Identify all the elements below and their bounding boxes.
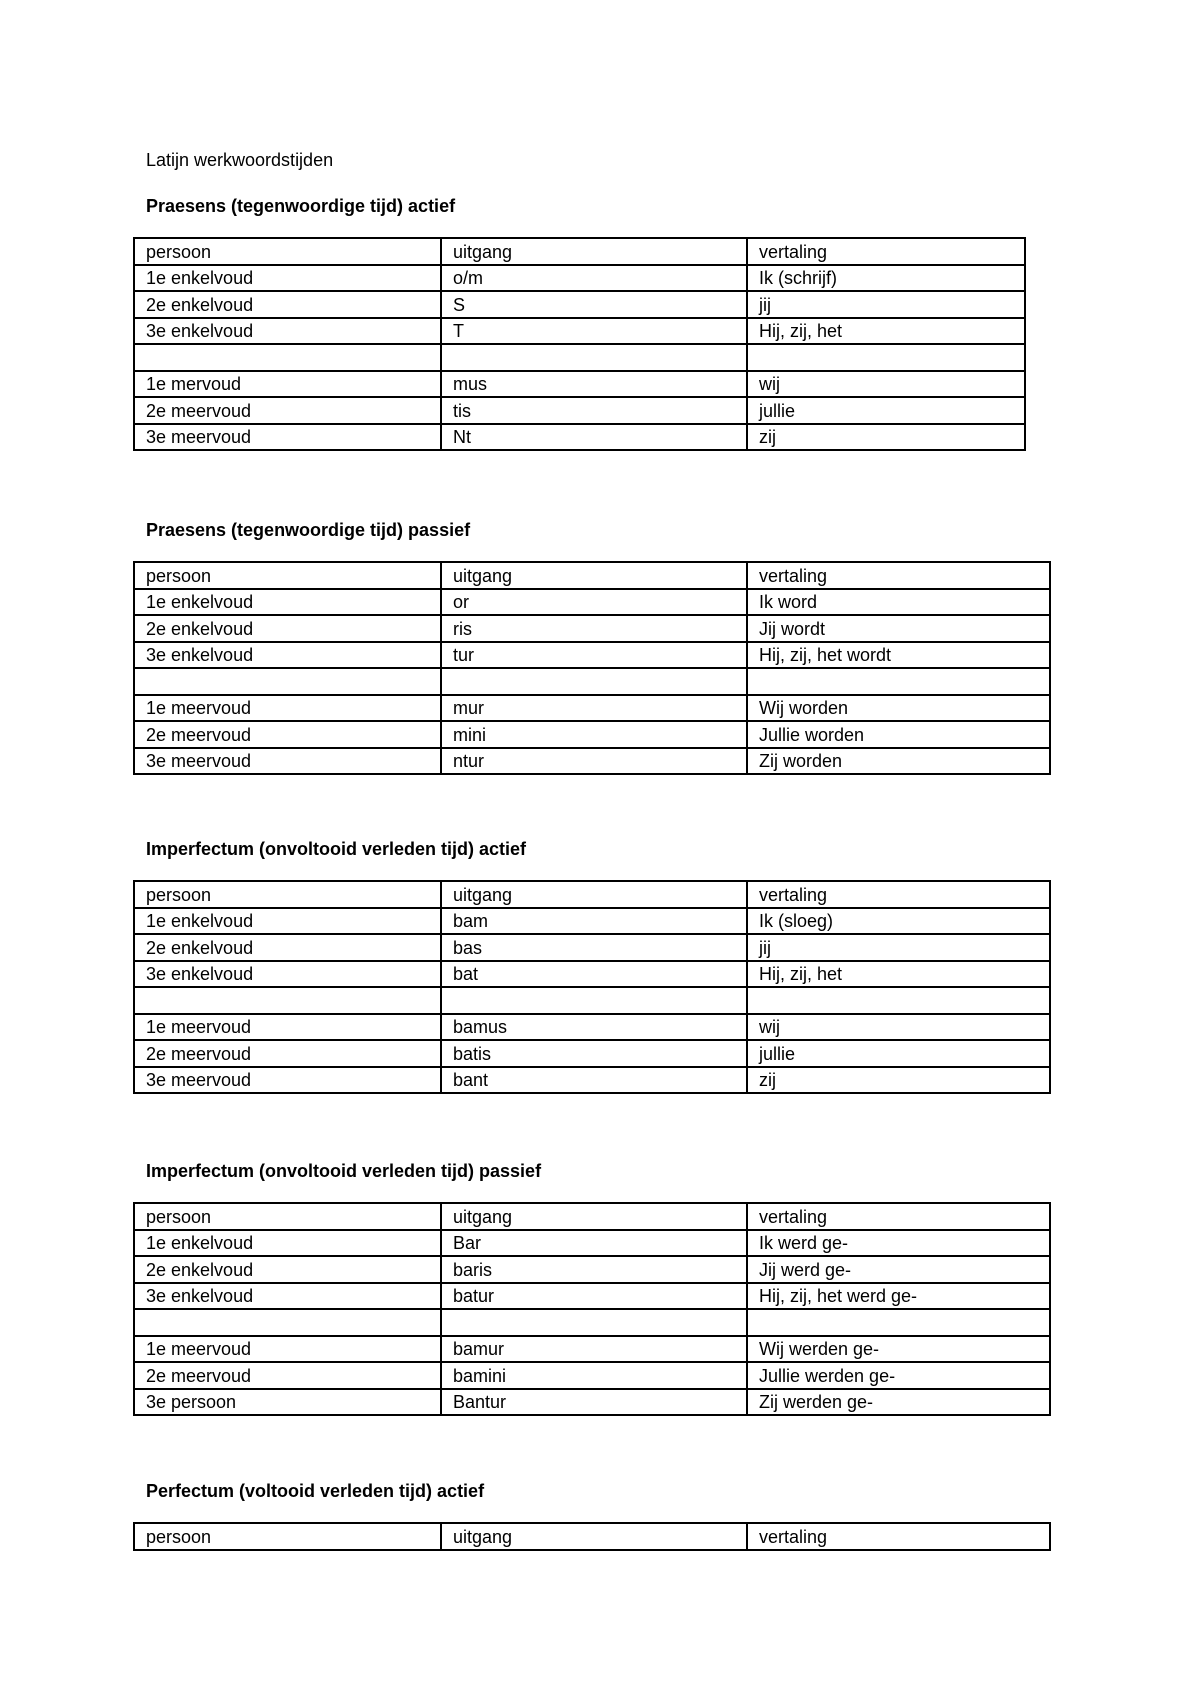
table-cell: 2e enkelvoud xyxy=(134,934,441,961)
table-cell: bat xyxy=(441,961,747,988)
table-cell xyxy=(134,1309,441,1336)
header-cell: vertaling xyxy=(747,1203,1050,1230)
table-cell: bamini xyxy=(441,1362,747,1389)
table-cell: Jij werd ge- xyxy=(747,1256,1050,1283)
table-cell: 1e enkelvoud xyxy=(134,265,441,292)
table-cell: 2e meervoud xyxy=(134,721,441,748)
table-row xyxy=(134,291,1025,318)
section-heading: Praesens (tegenwoordige tijd) passief xyxy=(146,520,471,540)
section-heading: Perfectum (voltooid verleden tijd) actief xyxy=(146,1481,485,1501)
table-header-row xyxy=(134,1203,1050,1230)
table-cell: Bar xyxy=(441,1230,747,1257)
table-cell: wij xyxy=(747,371,1025,398)
table-cell xyxy=(441,1309,747,1336)
conjugation-table xyxy=(133,237,1026,451)
table-cell: 3e meervoud xyxy=(134,748,441,775)
table-cell: ntur xyxy=(441,748,747,775)
table-cell: jij xyxy=(747,934,1050,961)
header-cell: persoon xyxy=(134,1523,441,1550)
table-cell: jullie xyxy=(747,1040,1050,1067)
table-header-row xyxy=(134,238,1025,265)
table-cell xyxy=(441,344,747,371)
table-cell: jullie xyxy=(747,397,1025,424)
table-row xyxy=(134,265,1025,292)
table-cell: jij xyxy=(747,291,1025,318)
table-cell: mus xyxy=(441,371,747,398)
table-cell: bamur xyxy=(441,1336,747,1363)
table-cell xyxy=(134,668,441,695)
table-row xyxy=(134,1040,1050,1067)
table-cell: Bantur xyxy=(441,1389,747,1416)
table-cell: 1e meervoud xyxy=(134,1336,441,1363)
table-row xyxy=(134,1389,1050,1416)
page-title: Latijn werkwoordstijden xyxy=(146,150,334,170)
table-row xyxy=(134,934,1050,961)
table-row xyxy=(134,1283,1050,1310)
table-cell: 2e enkelvoud xyxy=(134,1256,441,1283)
table-row-empty xyxy=(134,1309,1050,1336)
table-cell: 3e meervoud xyxy=(134,424,441,451)
table-row xyxy=(134,1336,1050,1363)
table-cell: Zij worden xyxy=(747,748,1050,775)
table-cell: bas xyxy=(441,934,747,961)
table-cell: Ik (sloeg) xyxy=(747,908,1050,935)
table-cell: S xyxy=(441,291,747,318)
header-cell: uitgang xyxy=(441,1523,747,1550)
table-cell: Wij werden ge- xyxy=(747,1336,1050,1363)
table-cell: 1e enkelvoud xyxy=(134,589,441,616)
table-cell: baris xyxy=(441,1256,747,1283)
table-cell: 3e meervoud xyxy=(134,1067,441,1094)
table-cell: 3e enkelvoud xyxy=(134,1283,441,1310)
header-cell: vertaling xyxy=(747,238,1025,265)
table-row xyxy=(134,642,1050,669)
table-cell: bam xyxy=(441,908,747,935)
table-row xyxy=(134,748,1050,775)
table-cell xyxy=(747,668,1050,695)
header-cell: vertaling xyxy=(747,1523,1050,1550)
header-cell: persoon xyxy=(134,562,441,589)
table-cell: 1e enkelvoud xyxy=(134,1230,441,1257)
table-row xyxy=(134,1067,1050,1094)
table-cell: 3e enkelvoud xyxy=(134,318,441,345)
table-cell: Zij werden ge- xyxy=(747,1389,1050,1416)
table-cell: Jullie werden ge- xyxy=(747,1362,1050,1389)
table-cell: Jij wordt xyxy=(747,615,1050,642)
table-row xyxy=(134,589,1050,616)
table-cell: bant xyxy=(441,1067,747,1094)
table-cell: batis xyxy=(441,1040,747,1067)
header-cell: vertaling xyxy=(747,562,1050,589)
conjugation-table xyxy=(133,1522,1051,1551)
header-cell: persoon xyxy=(134,238,441,265)
header-cell: persoon xyxy=(134,881,441,908)
table-cell: mur xyxy=(441,695,747,722)
table-cell: 1e meervoud xyxy=(134,1014,441,1041)
table-cell: ris xyxy=(441,615,747,642)
table-cell: 2e meervoud xyxy=(134,397,441,424)
table-cell: zij xyxy=(747,1067,1050,1094)
table-cell: zij xyxy=(747,424,1025,451)
table-cell: Ik (schrijf) xyxy=(747,265,1025,292)
header-cell: uitgang xyxy=(441,1203,747,1230)
table-cell: o/m xyxy=(441,265,747,292)
table-cell: T xyxy=(441,318,747,345)
table-cell: Jullie worden xyxy=(747,721,1050,748)
section-heading: Praesens (tegenwoordige tijd) actief xyxy=(146,196,456,216)
table-row xyxy=(134,371,1025,398)
table-row-empty xyxy=(134,987,1050,1014)
table-row xyxy=(134,397,1025,424)
table-cell: 2e meervoud xyxy=(134,1040,441,1067)
table-cell: Hij, zij, het xyxy=(747,318,1025,345)
table-row xyxy=(134,1014,1050,1041)
table-header-row xyxy=(134,881,1050,908)
table-cell: Hij, zij, het xyxy=(747,961,1050,988)
table-cell: Hij, zij, het werd ge- xyxy=(747,1283,1050,1310)
table-row xyxy=(134,318,1025,345)
table-row xyxy=(134,615,1050,642)
table-header-row xyxy=(134,1523,1050,1550)
table-cell xyxy=(134,344,441,371)
table-cell: or xyxy=(441,589,747,616)
table-cell: batur xyxy=(441,1283,747,1310)
table-cell: 2e meervoud xyxy=(134,1362,441,1389)
table-cell: 1e meervoud xyxy=(134,695,441,722)
table-row xyxy=(134,1256,1050,1283)
table-row-empty xyxy=(134,344,1025,371)
table-cell: bamus xyxy=(441,1014,747,1041)
section-heading: Imperfectum (onvoltooid verleden tijd) actief xyxy=(146,839,527,859)
table-cell xyxy=(134,987,441,1014)
table-row xyxy=(134,1362,1050,1389)
table-cell: 1e mervoud xyxy=(134,371,441,398)
header-cell: uitgang xyxy=(441,238,747,265)
header-cell: vertaling xyxy=(747,881,1050,908)
table-cell: Nt xyxy=(441,424,747,451)
table-row xyxy=(134,424,1025,451)
table-cell xyxy=(747,1309,1050,1336)
table-cell xyxy=(441,668,747,695)
header-cell: uitgang xyxy=(441,562,747,589)
table-row xyxy=(134,721,1050,748)
table-cell: tur xyxy=(441,642,747,669)
table-cell: 3e persoon xyxy=(134,1389,441,1416)
table-cell: Wij worden xyxy=(747,695,1050,722)
table-cell: Ik werd ge- xyxy=(747,1230,1050,1257)
table-cell: 2e enkelvoud xyxy=(134,291,441,318)
table-cell: tis xyxy=(441,397,747,424)
table-cell: 2e enkelvoud xyxy=(134,615,441,642)
table-row xyxy=(134,695,1050,722)
table-cell xyxy=(747,344,1025,371)
header-cell: uitgang xyxy=(441,881,747,908)
table-cell: 3e enkelvoud xyxy=(134,642,441,669)
table-cell: 3e enkelvoud xyxy=(134,961,441,988)
table-cell: wij xyxy=(747,1014,1050,1041)
section-heading: Imperfectum (onvoltooid verleden tijd) passief xyxy=(146,1161,542,1181)
conjugation-table xyxy=(133,880,1051,1094)
table-header-row xyxy=(134,562,1050,589)
table-cell: Ik word xyxy=(747,589,1050,616)
conjugation-table xyxy=(133,561,1051,775)
table-row xyxy=(134,908,1050,935)
table-cell xyxy=(747,987,1050,1014)
table-cell: Hij, zij, het wordt xyxy=(747,642,1050,669)
table-cell: 1e enkelvoud xyxy=(134,908,441,935)
conjugation-table xyxy=(133,1202,1051,1416)
table-row xyxy=(134,961,1050,988)
table-row-empty xyxy=(134,668,1050,695)
table-cell: mini xyxy=(441,721,747,748)
table-row xyxy=(134,1230,1050,1257)
table-cell xyxy=(441,987,747,1014)
header-cell: persoon xyxy=(134,1203,441,1230)
